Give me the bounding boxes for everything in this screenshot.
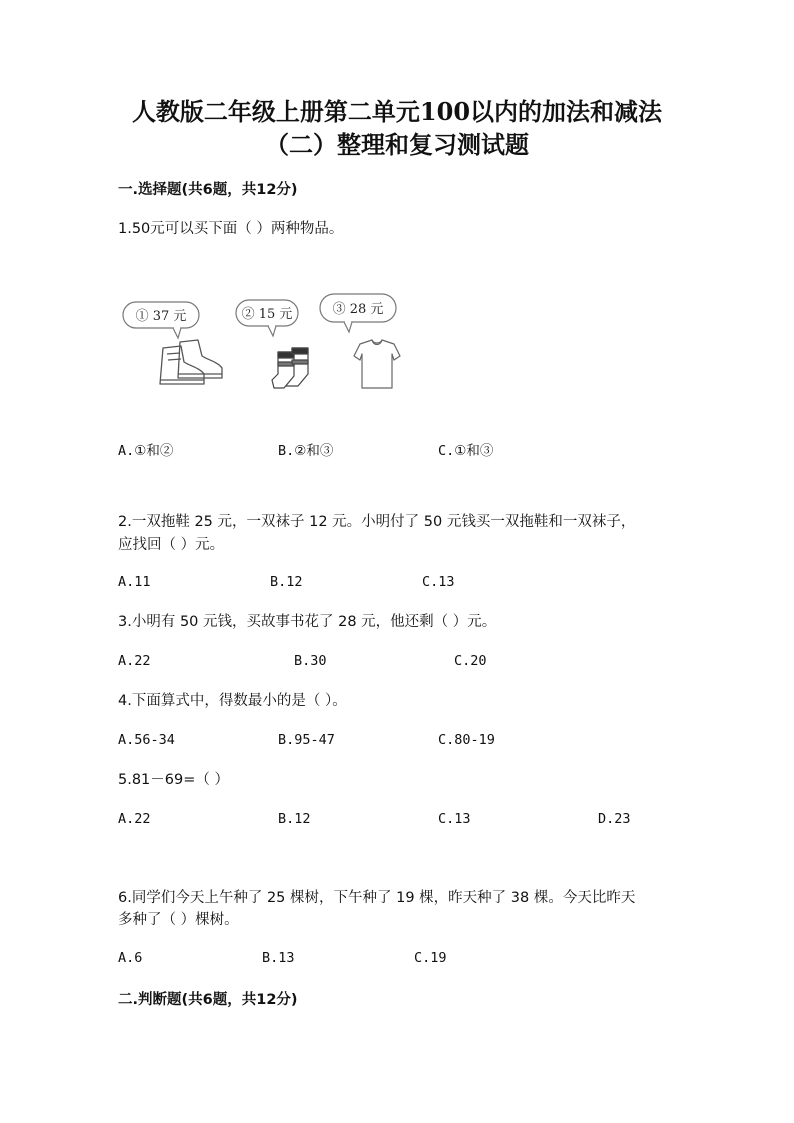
question-6-option-c[interactable]: C.19 (414, 950, 447, 966)
socks-icon (272, 348, 308, 388)
price-tag-2 (236, 300, 298, 336)
question-1-option-b[interactable]: B.②和③ (278, 443, 334, 459)
question-3-option-b[interactable]: B.30 (294, 653, 327, 669)
section-heading-choice: 一.选择题(共6题，共12分) (118, 182, 298, 198)
question-5-text: 5.81－69=（ ） (118, 772, 229, 788)
page-title-line2: （二）整理和复习测试题 (265, 130, 529, 159)
question-6-option-a[interactable]: A.6 (118, 950, 143, 966)
price-tag-3 (320, 294, 396, 332)
shirt-icon (354, 340, 400, 388)
question-2-text-line2: 应找回（ ）元。 (118, 537, 225, 553)
question-6-option-b[interactable]: B.13 (262, 950, 295, 966)
question-5-option-d[interactable]: D.23 (598, 811, 631, 827)
boots-icon (160, 340, 222, 384)
question-6-text-line1: 6.同学们今天上午种了 25 棵树，下午种了 19 棵，昨天种了 38 棵。今天比昨天 (118, 890, 636, 906)
section-heading-judgement: 二.判断题(共6题，共12分) (118, 992, 298, 1008)
question-3-option-c[interactable]: C.20 (454, 653, 487, 669)
question-5-option-a[interactable]: A.22 (118, 811, 151, 827)
question-1-option-a[interactable]: A.①和② (118, 443, 174, 459)
question-2-text-line1: 2.一双拖鞋 25 元，一双袜子 12 元。小明付了 50 元钱买一双拖鞋和一双袜子， (118, 514, 636, 530)
question-1-text: 1.50元可以买下面（ ）两种物品。 (118, 221, 344, 237)
question-3-text: 3.小明有 50 元钱，买故事书花了 28 元，他还剩（ ）元。 (118, 614, 497, 630)
question-2-option-a[interactable]: A.11 (118, 574, 151, 590)
page-title-line1: 人教版二年级上册第二单元100以内的加法和减法 (131, 97, 663, 126)
question-4-option-c[interactable]: C.80-19 (438, 732, 495, 748)
question-2-option-b[interactable]: B.12 (270, 574, 303, 590)
question-4-option-a[interactable]: A.56-34 (118, 732, 175, 748)
question-4-text: 4.下面算式中，得数最小的是（ ）。 (118, 693, 347, 709)
question-5-option-c[interactable]: C.13 (438, 811, 471, 827)
question-1-option-c[interactable]: C.①和③ (438, 443, 494, 459)
price-tag-2-text: ② 15 元 (241, 307, 293, 322)
price-tag-3-text: ③ 28 元 (332, 302, 384, 317)
question-4-option-b[interactable]: B.95-47 (278, 732, 335, 748)
question-1-illustration (118, 290, 408, 400)
price-tag-1 (123, 302, 199, 338)
price-tag-1-text: ① 37 元 (135, 309, 187, 324)
question-6-text-line2: 多种了（ ）棵树。 (118, 912, 239, 928)
question-2-option-c[interactable]: C.13 (422, 574, 455, 590)
question-5-option-b[interactable]: B.12 (278, 811, 311, 827)
question-3-option-a[interactable]: A.22 (118, 653, 151, 669)
